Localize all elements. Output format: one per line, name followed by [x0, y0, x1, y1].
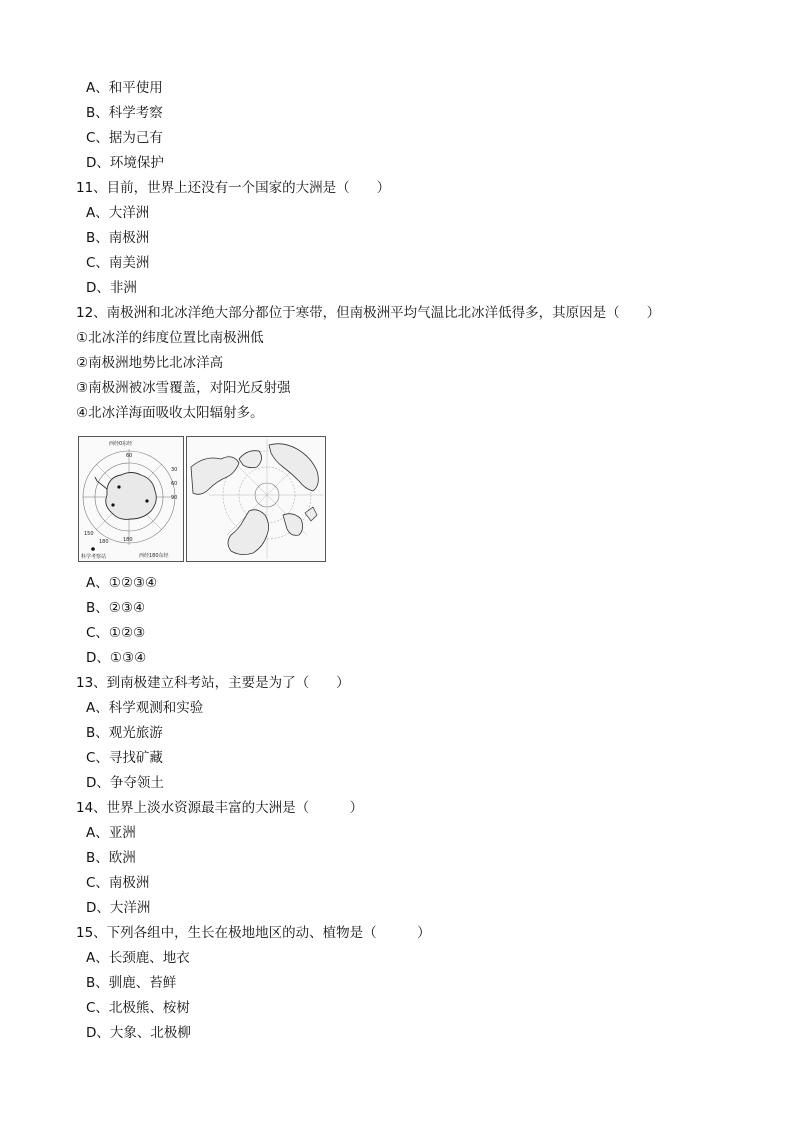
q10-option-b: B、科学考察	[86, 105, 163, 121]
q12-statement-4: ④北冰洋海面吸收太阳辐射多。	[76, 405, 264, 421]
q12-option-d: D、①③④	[86, 650, 147, 666]
q14-option-b: B、欧洲	[86, 850, 136, 866]
q14-option-c: C、南极洲	[86, 875, 150, 891]
q14-stem: 14、世界上淡水资源最丰富的大洲是（ ）	[76, 800, 364, 816]
map1-tick-2: 30	[171, 467, 178, 473]
q13-option-b: B、观光旅游	[86, 725, 163, 741]
q15-option-c: C、北极熊、桉树	[86, 1000, 190, 1016]
q11-option-c: C、南美洲	[86, 255, 150, 271]
q12-option-a: A、①②③④	[86, 575, 158, 591]
q13-option-c: C、寻找矿藏	[86, 750, 163, 766]
q14-option-a: A、亚洲	[86, 825, 136, 841]
map1-tick-5: 150	[84, 531, 94, 537]
q11-option-b: B、南极洲	[86, 230, 150, 246]
map1-legend-label: 科学考察站	[81, 554, 107, 560]
q12-option-c: C、①②③	[86, 625, 146, 641]
q10-option-a: A、和平使用	[86, 80, 163, 96]
q15-option-b: B、驯鹿、苔鲜	[86, 975, 177, 991]
q14-option-d: D、大洋洲	[86, 900, 151, 916]
map1-tick-7: 180	[123, 537, 133, 543]
q15-stem: 15、下列各组中，生长在极地地区的动、植物是（ ）	[76, 925, 431, 941]
q13-option-d: D、争夺领土	[86, 775, 164, 791]
polar-maps-figure	[78, 436, 326, 560]
q10-option-d: D、环境保护	[86, 155, 164, 171]
map1-tick-3: 60	[171, 481, 178, 487]
map1-top-label: 西经0东经	[109, 441, 133, 447]
map1-tick-4: 90	[171, 495, 178, 501]
q12-stem: 12、南极洲和北冰洋绝大部分都位于寒带，但南极洲平均气温比北冰洋低得多，其原因是（ ）	[76, 305, 661, 321]
q12-statement-3: ③南极洲被冰雪覆盖，对阳光反射强	[76, 380, 291, 396]
q15-option-d: D、大象、北极柳	[86, 1025, 191, 1041]
map1-bottom-label: 西经180东经	[139, 553, 169, 559]
antarctica-map	[78, 436, 184, 562]
q11-option-a: A、大洋洲	[86, 205, 150, 221]
arctic-map	[186, 436, 326, 562]
q10-option-c: C、据为己有	[86, 130, 163, 146]
map1-tick-6: 180	[99, 539, 109, 545]
q13-option-a: A、科学观测和实验	[86, 700, 204, 716]
q11-option-d: D、非洲	[86, 280, 137, 296]
q12-option-b: B、②③④	[86, 600, 146, 616]
q13-stem: 13、到南极建立科考站，主要是为了（ ）	[76, 675, 350, 691]
q15-option-a: A、长颈鹿、地衣	[86, 950, 190, 966]
q12-statement-1: ①北冰洋的纬度位置比南极洲低	[76, 330, 264, 346]
map1-tick-1: 60	[126, 453, 133, 459]
q11-stem: 11、目前，世界上还没有一个国家的大洲是（ ）	[76, 180, 391, 196]
q12-statement-2: ②南极洲地势比北冰洋高	[76, 355, 224, 371]
